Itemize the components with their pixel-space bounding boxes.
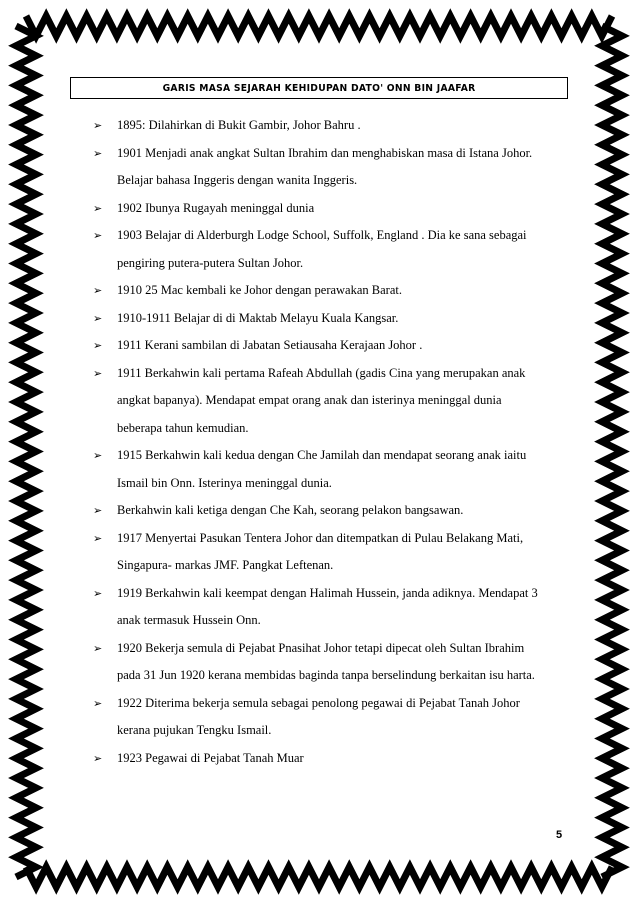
page-title xyxy=(70,77,568,99)
timeline-item-line: pengiring putera-putera Sultan Johor. xyxy=(117,255,304,270)
timeline-item-line: Ismail bin Onn. Isterinya meninggal dunia. xyxy=(117,475,332,490)
timeline-item xyxy=(93,360,573,443)
timeline-item-line: 1919 Berkahwin kali keempat dengan Halimah Hussein, janda adiknya. Mendapat 3 xyxy=(117,585,538,600)
timeline-item xyxy=(93,525,573,580)
arrow-bullet-icon: ➢ xyxy=(93,586,103,600)
arrow-bullet-icon: ➢ xyxy=(93,641,103,655)
timeline-list xyxy=(93,112,573,772)
page-title-text: GARIS MASA SEJARAH KEHIDUPAN DATO' ONN BIN JAAFAR xyxy=(162,82,476,94)
timeline-item xyxy=(93,745,573,773)
zigzag-border-segment xyxy=(602,26,622,877)
timeline-item-line: 1911 Kerani sambilan di Jabatan Setiausaha Kerajaan Johor . xyxy=(117,338,423,352)
timeline-item-line: Singapura- markas JMF. Pangkat Leftenan. xyxy=(117,558,334,572)
timeline-item-line: pada 31 Jun 1920 kerana membidas baginda tanpa berselindung berkaitan isu harta. xyxy=(117,668,535,682)
arrow-bullet-icon: ➢ xyxy=(93,311,103,325)
timeline-item xyxy=(93,112,573,140)
arrow-bullet-icon: ➢ xyxy=(93,696,103,710)
timeline-item xyxy=(93,305,573,333)
timeline-item-line: 1923 Pegawai di Pejabat Tanah Muar xyxy=(117,750,304,765)
timeline-item xyxy=(93,195,573,223)
timeline-item-line: 1920 Bekerja semula di Pejabat Pnasihat Johor tetapi dipecat oleh Sultan Ibrahim xyxy=(117,640,525,655)
timeline-item xyxy=(93,332,573,360)
timeline-item-line: 1915 Berkahwin kali kedua dengan Che Jamilah dan mendapat seorang anak iaitu xyxy=(117,448,527,462)
timeline-item-line: 1910 25 Mac kembali ke Johor dengan perawakan Barat. xyxy=(117,283,402,297)
timeline-item xyxy=(93,222,573,277)
timeline-item-line: 1901 Menjadi anak angkat Sultan Ibrahim dan menghabiskan masa di Istana Johor. xyxy=(117,145,533,160)
arrow-bullet-icon: ➢ xyxy=(93,449,103,462)
timeline-item-line: Berkahwin kali ketiga dengan Che Kah, seorang pelakon bangsawan. xyxy=(117,503,464,517)
timeline-item-line: angkat bapanya). Mendapat empat orang anak dan isterinya meninggal dunia xyxy=(117,393,502,407)
timeline-item-line: 1922 Diterima bekerja semula sebagai penolong pegawai di Pejabat Tanah Johor xyxy=(117,695,520,710)
arrow-bullet-icon: ➢ xyxy=(93,504,103,517)
timeline-item-line: beberapa tahun kemudian. xyxy=(117,420,249,435)
arrow-bullet-icon: ➢ xyxy=(93,229,103,242)
arrow-bullet-icon: ➢ xyxy=(93,284,103,297)
timeline-item xyxy=(93,497,573,525)
arrow-bullet-icon: ➢ xyxy=(93,751,103,765)
timeline-item-line: kerana pujukan Tengku Ismail. xyxy=(117,723,272,737)
timeline-item xyxy=(93,635,573,690)
arrow-bullet-icon: ➢ xyxy=(93,119,103,132)
timeline-item-line: 1902 Ibunya Rugayah meninggal dunia xyxy=(117,200,315,215)
page-number: 5 xyxy=(556,829,563,841)
timeline-item xyxy=(93,442,573,497)
arrow-bullet-icon: ➢ xyxy=(93,146,103,160)
timeline-item xyxy=(93,690,573,745)
zigzag-border-segment xyxy=(26,16,612,36)
timeline-item xyxy=(93,580,573,635)
zigzag-border-segment xyxy=(26,867,612,887)
arrow-bullet-icon: ➢ xyxy=(93,339,103,352)
timeline-item xyxy=(93,277,573,305)
timeline-item-line: Belajar bahasa Inggeris dengan wanita Inggeris. xyxy=(117,173,358,187)
arrow-bullet-icon: ➢ xyxy=(93,366,103,380)
arrow-bullet-icon: ➢ xyxy=(93,531,103,545)
timeline-item-line: 1895: Dilahirkan di Bukit Gambir, Johor Bahru . xyxy=(117,118,361,132)
timeline-item-line: anak termasuk Hussein Onn. xyxy=(117,613,261,627)
timeline-item-line: 1917 Menyertai Pasukan Tentera Johor dan ditempatkan di Pulau Belakang Mati, xyxy=(117,530,524,545)
arrow-bullet-icon: ➢ xyxy=(93,201,103,215)
timeline-item-line: 1911 Berkahwin kali pertama Rafeah Abdullah (gadis Cina yang merupakan anak xyxy=(117,365,526,380)
timeline-item-line: 1903 Belajar di Alderburgh Lodge School, Suffolk, England . Dia ke sana sebagai xyxy=(117,228,527,242)
timeline-item-line: 1910-1911 Belajar di di Maktab Melayu Kuala Kangsar. xyxy=(117,310,399,325)
zigzag-border-segment xyxy=(16,26,36,877)
timeline-item xyxy=(93,140,573,195)
